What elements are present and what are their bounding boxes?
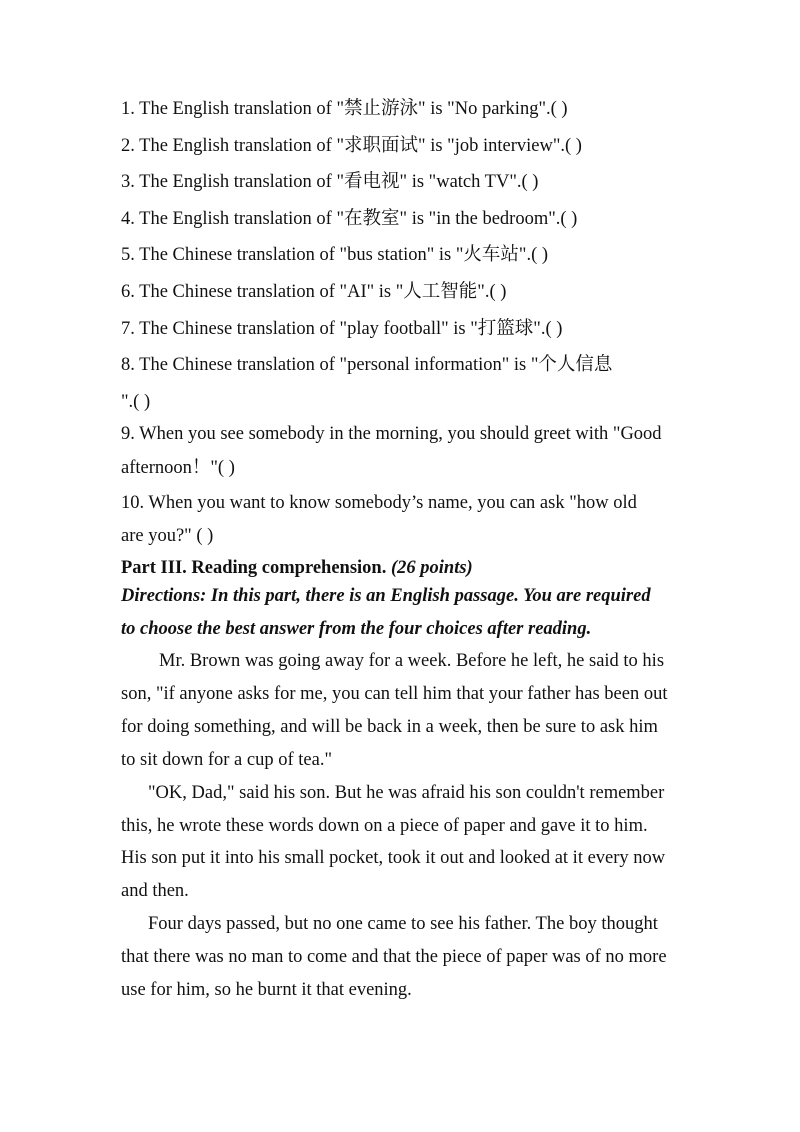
part-title: Part III. Reading comprehension. (121, 558, 387, 578)
question-10: 10. When you want to know somebody’s name, you can ask "how old (121, 493, 637, 513)
passage-line: use for him, so he burnt it that evening. (121, 980, 412, 1000)
directions-line-1: Directions: In this part, there is an English passage. You are required (121, 586, 651, 606)
question-4: 4. The English translation of "在教室" is "in the bedroom".( ) (121, 209, 578, 229)
question-2: 2. The English translation of "求职面试" is "job interview".( ) (121, 136, 582, 156)
question-1: 1. The English translation of "禁止游泳" is "No parking".( ) (121, 99, 568, 119)
question-9-continued: afternoon！"( ) (121, 458, 235, 478)
passage-line: for doing something, and will be back in a week, then be sure to ask him (121, 717, 658, 737)
part-points: (26 points) (390, 558, 473, 578)
question-8: 8. The Chinese translation of "personal information" is "个人信息 (121, 355, 613, 375)
passage-line: that there was no man to come and that the piece of paper was of no more (121, 947, 667, 967)
passage-line: "OK, Dad," said his son. But he was afraid his son couldn't remember (148, 783, 665, 803)
passage-line: this, he wrote these words down on a piece of paper and gave it to him. (121, 816, 648, 836)
question-8-continued: ".( ) (121, 392, 151, 412)
passage-line: Four days passed, but no one came to see his father. The boy thought (148, 914, 658, 934)
question-7: 7. The Chinese translation of "play football" is "打篮球".( ) (121, 319, 563, 339)
passage-line: to sit down for a cup of tea." (121, 750, 332, 770)
directions-line-2: to choose the best answer from the four choices after reading. (121, 619, 592, 639)
question-10-continued: are you?" ( ) (121, 526, 214, 546)
question-3: 3. The English translation of "看电视" is "watch TV".( ) (121, 172, 539, 192)
question-5: 5. The Chinese translation of "bus station" is "火车站".( ) (121, 245, 549, 265)
passage-line: His son put it into his small pocket, took it out and looked at it every now (121, 848, 666, 868)
part-heading (121, 556, 473, 580)
passage-line: and then. (121, 881, 189, 901)
passage-line: son, "if anyone asks for me, you can tell him that your father has been out (121, 684, 668, 704)
question-9: 9. When you see somebody in the morning, you should greet with "Good (121, 424, 662, 444)
question-6: 6. The Chinese translation of "AI" is "人工智能".( ) (121, 282, 507, 302)
passage-line: Mr. Brown was going away for a week. Before he left, he said to his (159, 651, 665, 671)
